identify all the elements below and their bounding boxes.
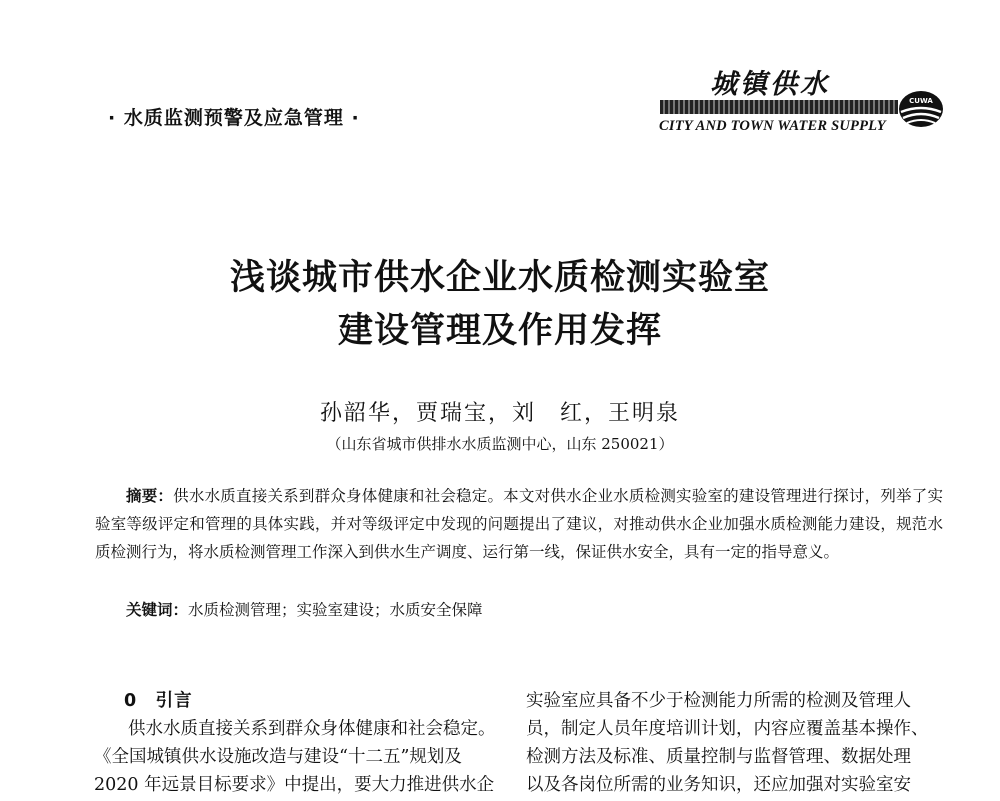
- journal-title-en: CITY AND TOWN WATER SUPPLY: [659, 118, 886, 134]
- body-line: 以及各岗位所需的业务知识，还应加强对实验室安: [526, 775, 911, 795]
- affiliation: （山东省城市供排水水质监测中心，山东 250021）: [326, 435, 674, 453]
- body-line: 检测方法及标准、质量控制与监督管理、数据处理: [526, 747, 911, 767]
- abstract-label: 摘要：: [126, 487, 174, 505]
- body-column-right: [526, 687, 929, 799]
- svg-text:CUWA: CUWA: [909, 97, 933, 105]
- keywords: [126, 598, 483, 620]
- section-tag: · 水质监测预警及应急管理 ·: [108, 107, 360, 129]
- authors: 孙韶华，贾瑞宝，刘 红，王明泉: [319, 401, 680, 426]
- body-line: 实验室应具备不少于检测能力所需的检测及管理人: [526, 691, 911, 711]
- paper-title-line-1: 浅谈城市供水企业水质检测实验室: [229, 258, 770, 298]
- journal-decorative-bar: [660, 100, 898, 114]
- keywords-label: 关键词：: [126, 601, 189, 619]
- journal-title-cn: 城镇供水: [710, 69, 830, 100]
- abstract-text: 供水水质直接关系到群众身体健康和社会稳定。本文对供水企业水质检测实验室的建设管理进行探讨，列举了实验室等级评定和管理的具体实践，并对等级评定中发现的问题提出了建议，对推动供水企业加强水质检测能力建设，规范水质检测行为，将水质检测管理工作深入到供水生产调度、运行第一线，保证供水安全，具有一定的指导意义。: [95, 487, 943, 561]
- body-line: 2020 年远景目标要求》中提出，要大力推进供水企: [94, 775, 495, 795]
- section-heading: 0 引言: [124, 691, 193, 711]
- body-line: 供水水质直接关系到群众身体健康和社会稳定。: [128, 719, 496, 739]
- body-line: 员，制定人员年度培训计划，内容应覆盖基本操作、: [526, 719, 929, 739]
- body-column-left: [94, 687, 496, 799]
- keywords-text: 水质检测管理；实验室建设；水质安全保障: [188, 601, 483, 619]
- abstract: [95, 482, 943, 566]
- journal-logo-icon: [898, 86, 944, 132]
- paper-title-line-2: 建设管理及作用发挥: [337, 311, 662, 351]
- body-line: 《全国城镇供水设施改造与建设“十二五”规划及: [94, 747, 462, 767]
